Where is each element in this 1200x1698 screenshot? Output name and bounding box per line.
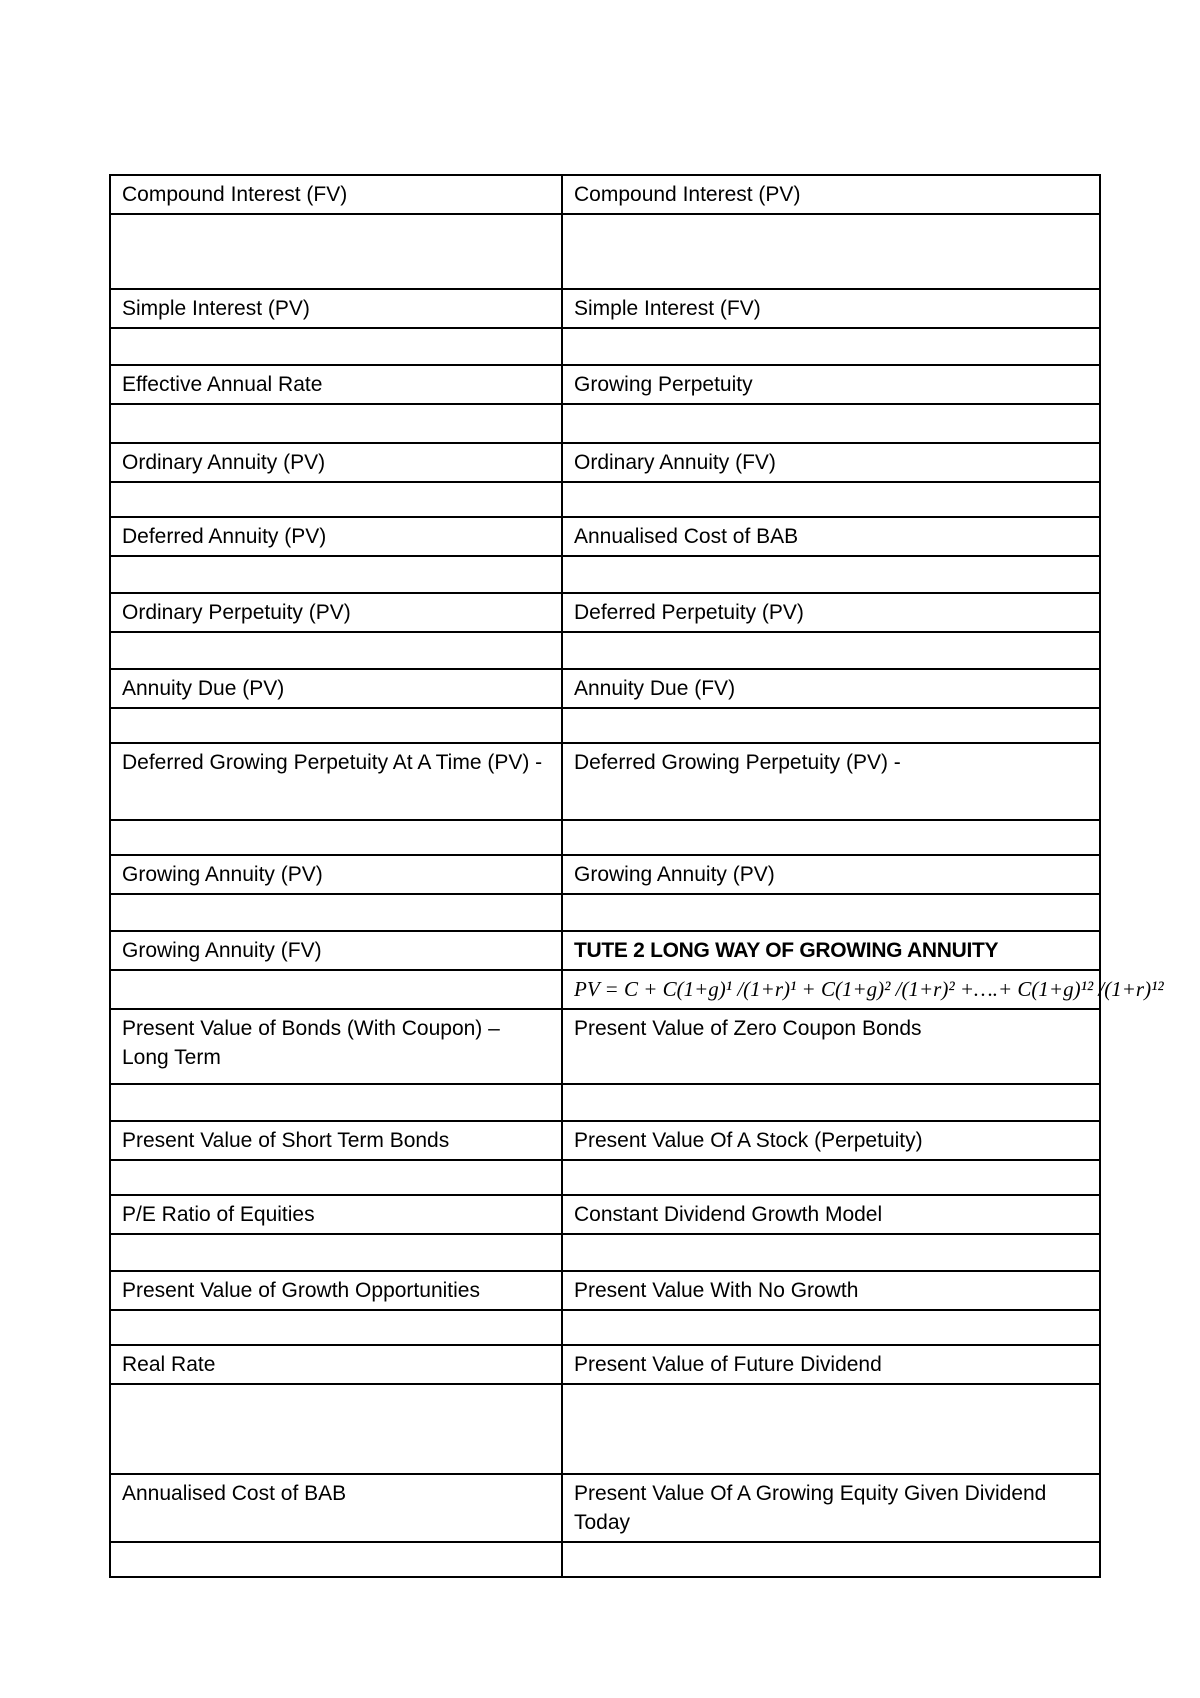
table-cell-blank [110, 894, 562, 931]
table-row [110, 593, 1100, 632]
table-cell-blank [110, 1160, 562, 1195]
table-cell-label: Growing Annuity (PV) [562, 855, 1100, 894]
table-cell-label: Annualised Cost of BAB [562, 517, 1100, 556]
formula-text: PV = C + C(1+g)¹ /(1+r)¹ + C(1+g)² /(1+r)² +….+ C(1+g)¹² /(1+r)¹² [562, 970, 1100, 1009]
table-row [110, 1009, 1100, 1084]
table-cell-blank [562, 214, 1100, 289]
table-cell-blank [562, 328, 1100, 365]
table-cell-blank [562, 1234, 1100, 1271]
table-row [110, 931, 1100, 970]
table-cell-blank [110, 1084, 562, 1121]
table-cell-blank [110, 404, 562, 443]
table-cell-label: Growing Annuity (PV) [110, 855, 562, 894]
table-cell-label: Present Value Of A Stock (Perpetuity) [562, 1121, 1100, 1160]
table-cell-label: P/E Ratio of Equities [110, 1195, 562, 1234]
table-cell-heading: TUTE 2 LONG WAY OF GROWING ANNUITY [562, 931, 1100, 970]
formula-table [109, 174, 1164, 1578]
table-cell-blank [562, 708, 1100, 743]
table-cell-blank [562, 632, 1100, 669]
table-cell-label: Present Value Of A Growing Equity Given Dividend Today [562, 1474, 1100, 1542]
table-row [110, 175, 1100, 214]
table-cell-label: Annuity Due (FV) [562, 669, 1100, 708]
table-cell-label: Compound Interest (FV) [110, 175, 562, 214]
table-row [110, 743, 1100, 820]
table-cell-blank [562, 482, 1100, 517]
table-cell-label: Present Value of Zero Coupon Bonds [562, 1009, 1100, 1084]
table-cell-blank [562, 1384, 1100, 1474]
table-row [110, 1160, 1100, 1195]
table-cell-label: Ordinary Annuity (PV) [110, 443, 562, 482]
table-cell-label: Present Value of Future Dividend [562, 1345, 1100, 1384]
table-cell-label: Simple Interest (FV) [562, 289, 1100, 328]
table-cell-label: Ordinary Annuity (FV) [562, 443, 1100, 482]
table-cell-label: Annualised Cost of BAB [110, 1474, 562, 1542]
table-cell-blank [110, 632, 562, 669]
table-row [110, 1121, 1100, 1160]
table-row [110, 443, 1100, 482]
table-cell-blank [562, 1542, 1100, 1577]
table-cell-label: Deferred Growing Perpetuity At A Time (PV) - [110, 743, 562, 820]
table-row [110, 1195, 1100, 1234]
table-row [110, 482, 1100, 517]
table-cell-label: Growing Annuity (FV) [110, 931, 562, 970]
table-cell-blank [110, 214, 562, 289]
table-row [110, 365, 1100, 404]
table-cell-label: Real Rate [110, 1345, 562, 1384]
table-row [110, 1271, 1100, 1310]
table-cell-blank [562, 556, 1100, 593]
table-cell-blank [562, 894, 1100, 931]
table-cell-blank [562, 820, 1100, 855]
table-cell-label: Effective Annual Rate [110, 365, 562, 404]
table-cell-blank [110, 970, 562, 1009]
table-row [110, 1310, 1100, 1345]
table-row [110, 328, 1100, 365]
table-row [110, 1384, 1100, 1474]
table-cell-blank [110, 1542, 562, 1577]
table-cell-label: Deferred Perpetuity (PV) [562, 593, 1100, 632]
table-cell-label: Deferred Annuity (PV) [110, 517, 562, 556]
table-cell-blank [110, 1384, 562, 1474]
table-cell-label: Ordinary Perpetuity (PV) [110, 593, 562, 632]
table-cell-blank [562, 1310, 1100, 1345]
table-cell-blank [110, 1310, 562, 1345]
table-row [110, 1542, 1100, 1577]
table-row [110, 970, 1100, 1009]
table-row [110, 894, 1100, 931]
table-cell-blank [562, 1160, 1100, 1195]
table-row [110, 404, 1100, 443]
table-row [110, 1234, 1100, 1271]
table-row [110, 632, 1100, 669]
table-row [110, 289, 1100, 328]
table-cell-blank [110, 708, 562, 743]
table-cell-label: Present Value With No Growth [562, 1271, 1100, 1310]
table-cell-label: Growing Perpetuity [562, 365, 1100, 404]
table-row [110, 214, 1100, 289]
table-cell-label: Present Value of Short Term Bonds [110, 1121, 562, 1160]
table-row [110, 556, 1100, 593]
table-row [110, 1345, 1100, 1384]
table-row [110, 708, 1100, 743]
table-cell-blank [562, 404, 1100, 443]
table-cell-blank [110, 1234, 562, 1271]
table-row [110, 1084, 1100, 1121]
table-row [110, 855, 1100, 894]
table-cell-blank [110, 556, 562, 593]
table-row [110, 669, 1100, 708]
table-cell-label: Deferred Growing Perpetuity (PV) - [562, 743, 1100, 820]
table-row [110, 1474, 1100, 1542]
table-cell-blank [562, 1084, 1100, 1121]
table-row [110, 820, 1100, 855]
table-row [110, 517, 1100, 556]
table-cell-label: Compound Interest (PV) [562, 175, 1100, 214]
table-cell-blank [110, 328, 562, 365]
table-cell-label: Simple Interest (PV) [110, 289, 562, 328]
table-cell-blank [110, 820, 562, 855]
table-cell-blank [110, 482, 562, 517]
table-cell-label: Constant Dividend Growth Model [562, 1195, 1100, 1234]
table-cell-label: Present Value of Bonds (With Coupon) – Long Term [110, 1009, 562, 1084]
table-cell-label: Present Value of Growth Opportunities [110, 1271, 562, 1310]
table-cell-label: Annuity Due (PV) [110, 669, 562, 708]
